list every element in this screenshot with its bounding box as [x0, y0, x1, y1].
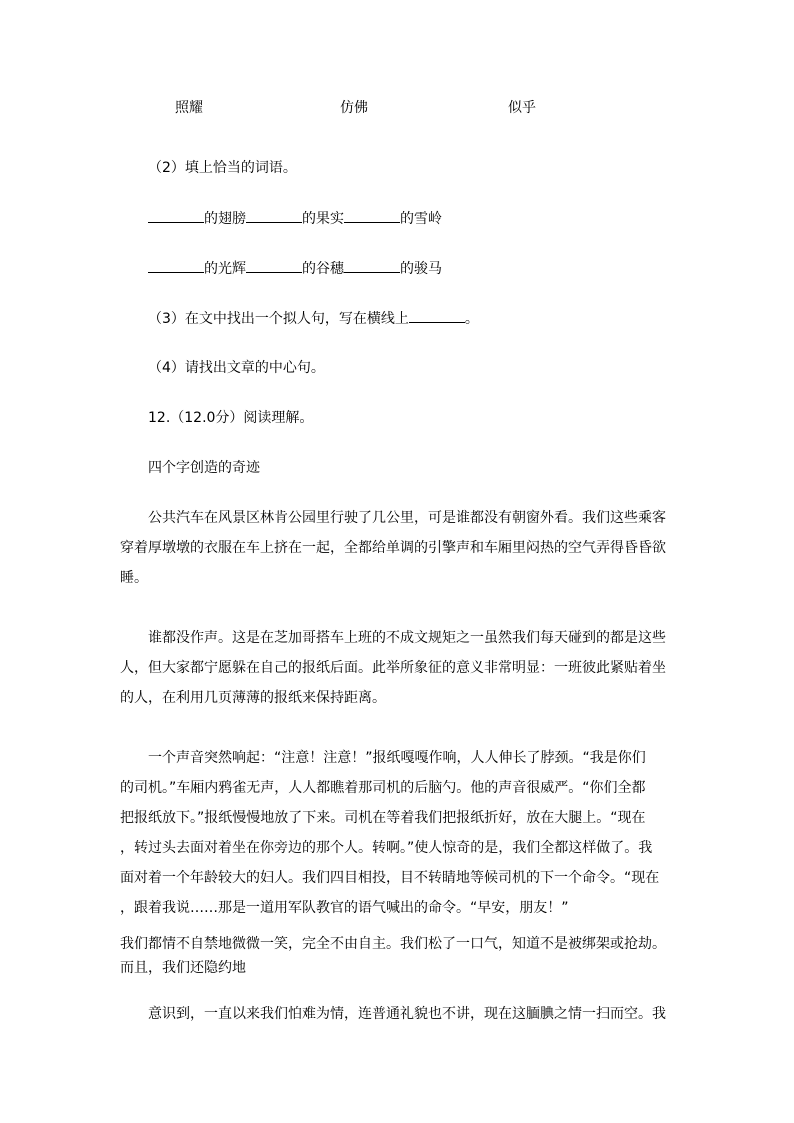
q2-item: 的翅膀: [204, 211, 246, 227]
q3: [148, 309, 479, 327]
q3-end: 。: [464, 311, 479, 327]
answer-blank[interactable]: [148, 259, 204, 273]
answer-blank[interactable]: [246, 259, 302, 273]
passage-line: 谁都没作声。这是在芝加哥搭车上班的不成文规矩之一虽然我们每天碰到的都是这些: [148, 630, 666, 646]
passage-line: 而且，我们还隐约地: [120, 960, 246, 976]
q3-prompt: （3）在文中找出一个拟人句，写在横线上: [148, 311, 409, 327]
passage-line: 人，但大家都宁愿躲在自己的报纸后面。此举所象征的意义非常明显：一班彼此紧贴着坐: [120, 660, 666, 676]
word-1: 照耀: [175, 100, 203, 116]
passage-line: ，跟着我说……那是一道用军队教官的语气喊出的命令。“早安，朋友！”: [120, 900, 569, 916]
q2-prompt: （2）填上恰当的词语。: [148, 160, 297, 176]
q2-row-1: [148, 209, 442, 227]
q2-item: 的光辉: [204, 261, 246, 277]
q12-heading: 12.（12.0分）阅读理解。: [148, 410, 314, 426]
passage-line: 一个声音突然响起：“注意！注意！”报纸嘎嘎作响，人人伸长了脖颈。“我是你们: [148, 750, 646, 766]
passage-line: 公共汽车在风景区林肯公园里行驶了几公里，可是谁都没有朝窗外看。我们这些乘客: [148, 510, 666, 526]
q4-prompt: （4）请找出文章的中心句。: [148, 360, 325, 376]
q2-item: 的果实: [302, 211, 344, 227]
answer-blank[interactable]: [409, 309, 465, 323]
passage-line: 我们都情不自禁地微微一笑，完全不由自主。我们松了一口气，知道不是被绑架或抢劫。: [120, 936, 666, 952]
answer-blank[interactable]: [246, 209, 302, 223]
passage-title: 四个字创造的奇迹: [148, 460, 260, 476]
q2-item: 的谷穗: [302, 261, 344, 277]
word-3: 似乎: [508, 100, 536, 116]
answer-blank[interactable]: [344, 259, 400, 273]
passage-line: 的人，在利用几页薄薄的报纸来保持距离。: [120, 690, 386, 706]
passage-line: 把报纸放下。”报纸慢慢地放了下来。司机在等着我们把报纸折好，放在大腿上。“现在: [120, 810, 646, 826]
q2-item: 的骏马: [400, 261, 442, 277]
passage-line: ，转过头去面对着坐在你旁边的那个人。转啊。”使人惊奇的是，我们全都这样做了。我: [120, 840, 653, 856]
passage-line: 面对着一个年龄较大的妇人。我们四目相投，目不转睛地等候司机的下一个命令。“现在: [120, 870, 660, 886]
q2-item: 的雪岭: [400, 211, 442, 227]
answer-blank[interactable]: [148, 209, 204, 223]
passage-line: 睡。: [120, 570, 148, 586]
word-2: 仿佛: [340, 100, 368, 116]
passage-line: 意识到，一直以来我们怕难为情，连普通礼貌也不讲，现在这腼腆之情一扫而空。我: [148, 1006, 666, 1022]
q2-row-2: [148, 259, 442, 277]
answer-blank[interactable]: [344, 209, 400, 223]
passage-line: 的司机。”车厢内鸦雀无声，人人都瞧着那司机的后脑勺。他的声音很威严。“你们全都: [120, 780, 646, 796]
passage-line: 穿着厚墩墩的衣服在车上挤在一起，全都给单调的引擎声和车厢里闷热的空气弄得昏昏欲: [120, 540, 666, 556]
